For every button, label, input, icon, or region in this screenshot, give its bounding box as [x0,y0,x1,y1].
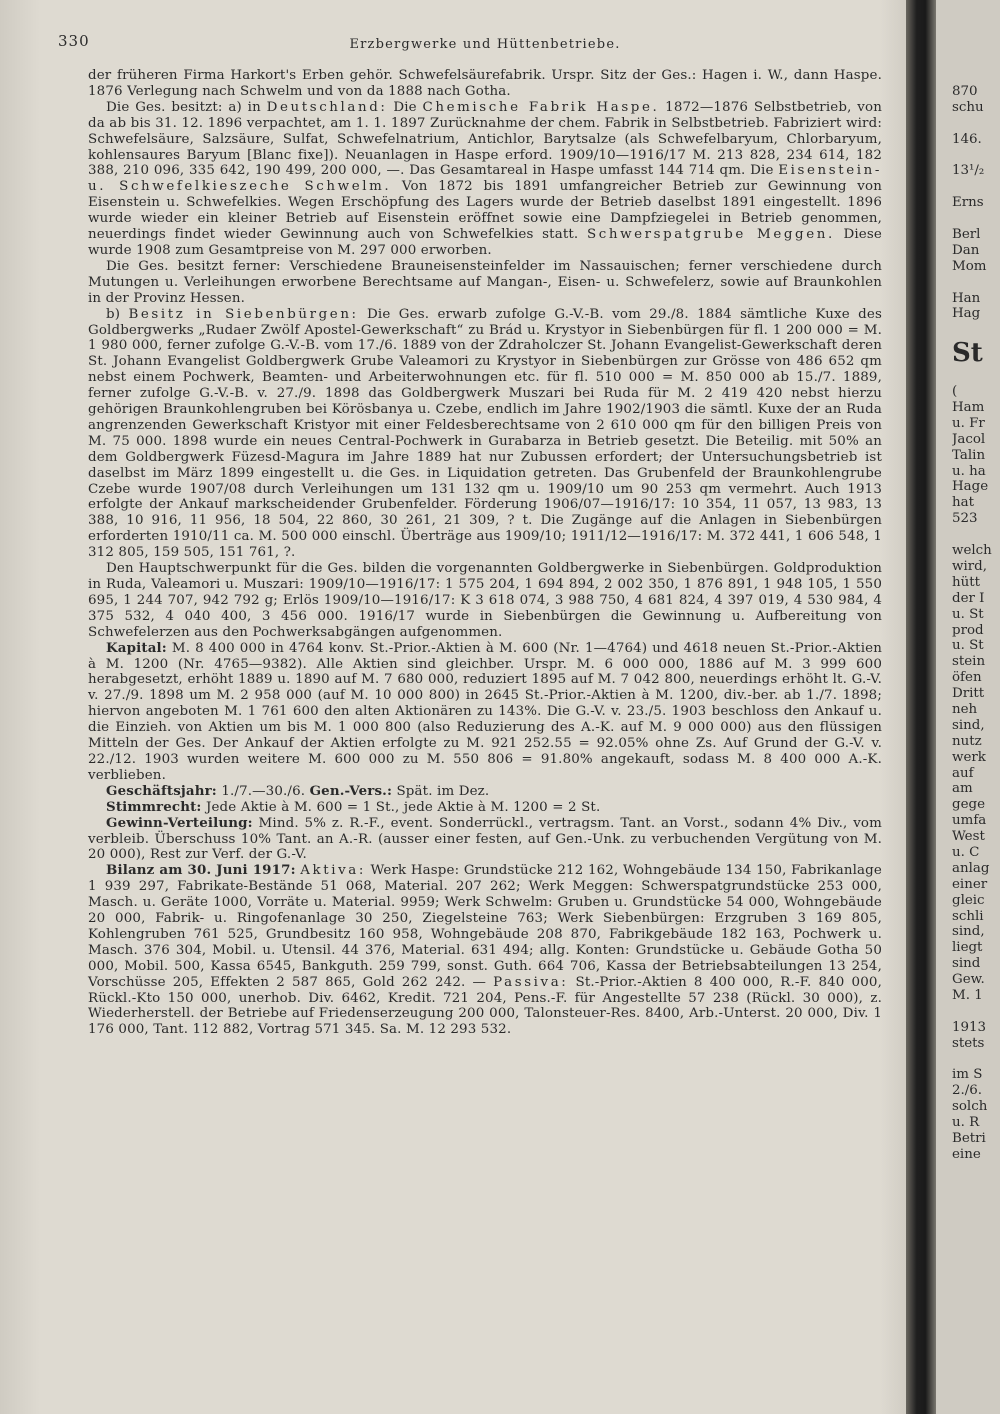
facing-page-line: Dritt [952,686,985,702]
text-segment: Werk Haspe: Grundstücke 212 162, Wohngebäude 134 150, Fabrikanlage 1 939 297, Fabrikate-Bestände 51 068, Material. 207 262; Werk Meggen: Schwerspatgrundstücke 253 000, Masch. u. Geräte 1000, Vorräte u. Material. 9959; Werk Schwelm: Gruben u. Grundstücke 54 000, Wohngebäude 20 000, Fabrik- u. Ringofenanlage 30 250, Ziegelsteine 763; Werk Siebenbürgen: Erzgruben 3 169 805, Kohlengruben 761 525, Grundbesitz 160 958, Wohngebäude 208 870, Fabrikgebäude 182 163, Pochwerk u. Masch. 376 304, Mobil. u. Utensil. 44 376, Material. 631 494; allg. Konten: Grundstücke u. Gebäude Gotha 50 000, Mobil. 500, Kassa 6545, Bankguth. 259 799, sonst. Guth. 664 706, Kassa der Betriebsabteilungen 13 254, Vorschüsse 205, Effekten 2 587 865, Gold 262 242. — [88,863,882,990]
text-segment: Die Ges. erwarb zufolge G.-V.-B. vom 29./8. 1884 sämtliche Kuxe des Goldbergwerks „Rudaer Zwölf Apostel-Gewerkschaft“ zu Brád u. Krystyor in Siebenbürgen für fl. 1 200 000 = M. 1 980 000, ferner zufolge G.-V.-B. vom 17./6. 1889 von der Zdraholczer St. Johann Evangelist-Gewerkschaft deren St. Johann Evangelist Goldbergwerk Grube Valeamori zu Krystyor in Siebenbürgen zur Grösse von 486 652 qm nebst einem Pochwerk, Beamten- und Arbeiterwohnungen etc. für fl. 510 000 = M. 850 000 ab 15./7. 1889, ferner zufolge G.-V.-B. v. 27./9. 1898 das Goldbergwerk Muszari bei Ruda für M. 2 419 420 nebst hierzu gehörigen Braunkohlengruben bei Körösbanya u. Czebe, endlich im Jahre 1902/1903 die sämtl. Kuxe der an Ruda angrenzenden Gewerkschaft Kristyor mit einer Feldesberechtsame von 2 610 000 qm für den billigen Preis von M. 75 000. 1898 wurde ein neues Central-Pochwerk in Gurabarza in Betrieb gesetzt. Die Beteilig. mit 50% an dem Goldbergwerk Füzesd-Magura im Jahre 1889 hat nur Zubussen erfordert; der Untersuchungsbetrieb ist daselbst im März 1899 eingestellt u. die Ges. in Liquidation getreten. Das Grubenfeld der Braunkohlengrube Czebe wurde 1907/08 durch Verleihungen um 131 132 qm u. 1909/10 um 90 253 qm vermehrt. Auch 1913 erfolgte der Ankauf markscheidender Grubenfelder. Förderung 1906/07—1916/17: 10 354, 11 057, 13 983, 13 388, 10 916, 11 956, 18 504, 22 860, 30 261, 21 309, ? t. Die Zugänge auf die Anlagen in Siebenbürgen erforderten 1910/11 ca. M. 500 000 einschl. Überträge aus 1909/10; 1911/12—1916/17: M. 372 441, 1 606 548, 1 312 805, 159 505, 151 761, ?. [88,306,882,561]
facing-page-line: M. 1 [952,987,983,1003]
page-header [58,32,882,58]
facing-page-line: prod [952,622,984,638]
text-segment: Diese wurde 1908 zum Gesamtpreise von M. 297 000 erworben. [88,227,882,258]
text-segment: M. 8 400 000 in 4764 konv. St.-Prior.-Aktien à M. 600 (Nr. 1—4764) und 4618 neuen St.-Prior.-Aktien à M. 1200 (Nr. 4765—9382). Alle Aktien sind gleichber. Urspr. M. 6 000 000, 1886 auf M. 3 999 600 herabgesetzt, erhöht 1889 u. 1890 auf M. 7 680 000, reduziert 1895 auf M. 7 042 800, neuerdings erhöht lt. G.-V. v. 27./9. 1898 um M. 2 958 000 (auf M. 10 000 800) in 2645 St.-Prior.-Aktien à M. 1200, div.-ber. ab 1./7. 1898; hiervon angeboten M. 1 761 600 den alten Aktionären zu 143%. Die G.-V. v. 23./5. 1903 beschloss den Ankauf u. die Einzieh. von Aktien um bis M. 1 000 800 (also Reduzierung des A.-K. auf M. 9 000 000) aus den flüssigen Mitteln der Ges. Der Ankauf der Aktien erfolgte zu M. 921 252.55 = 92.05% ohne Zs. Auf Grund der G.-V. v. 22./12. 1903 wurden weitere M. 600 000 zu M. 550 806 = 91.80% angekauft, sodass M. 8 400 000 A.-K. verblieben. [88,640,882,783]
facing-page-line: 146. [952,131,982,147]
facing-page-line: u. ha [952,463,986,479]
facing-page-line: 13¹/₂ [952,163,985,179]
facing-page-line: sind, [952,924,985,940]
facing-page-line: neh [952,701,978,717]
facing-page-line: anlag [952,860,990,876]
facing-page-line: St [952,338,983,369]
facing-page-line [952,1052,1000,1068]
label-profit-distribution: Gewinn-Verteilung: [106,814,253,831]
facing-page-line: Erns [952,195,984,211]
facing-page-line [952,211,1000,227]
facing-page-line: 870 [952,84,978,99]
facing-page-line: schli [952,908,984,924]
paragraph-fiscal-year [88,784,882,800]
plant-name-meggen: Schwerspatgrube Meggen. [586,227,835,243]
text-segment: Von 1872 bis 1891 umfangreicher Betrieb zur Gewinnung von Eisenstein u. Schwefelkies. Wegen Erschöpfung des Lagers wurde der Betrieb daselbst 1891 eingestellt. 1896 wurde wieder ein kleiner Betrieb auf Eisenstein eröffnet sowie eine Dampfziegelei in Betrieb genommen, neuerdings findet wieder Gewinnung auch von Schwefelkies statt. [88,179,882,243]
facing-page-line: u. Fr [952,415,985,431]
paragraph-gold-production: Den Hauptschwerpunkt für die Ges. bilden die vorgenannten Goldbergwerke in Siebenbürgen. Goldproduktion in Ruda, Valeamori u. Muszari: 1909/10—1916/17: 1 575 204, 1 694 894, 2 002 350, 1 876 891, 1 948 105, 1 550 695, 1 244 707, 942 792 g; Erlös 1909/10—1916/17: K 3 618 074, 3 988 750, 4 681 824, 4 397 019, 4 530 984, 4 375 532, 4 040 400, 3 456 000. 1916/17 wurde in Siebenbürgen die Gewinnung u. Aufbereitung von Schwefelerzen aus den Pochwerksabgängen aufgenommen. [88,561,882,640]
facing-page-line: solch [952,1099,988,1115]
facing-page-line: einer [952,876,988,892]
facing-page-line: West [952,829,985,845]
label-balance-sheet: Bilanz am 30. Juni 1917: [106,862,296,879]
paragraph-further-holdings: Die Ges. besitzt ferner: Verschiedene Brauneisensteinfelder im Nassauischen; ferner verschiedene durch Mutungen u. Verleihungen erworbene Berechtsame auf Mangan-, Eisen- u. Schwefelerz, sowie auf Braunkohlen in der Provinz Hessen. [88,258,882,306]
facing-page-line: Talin [952,447,986,463]
facing-page-line: hütt [952,574,981,590]
facing-page-line: Dan [952,242,980,258]
facing-page-line: Berl [952,227,981,243]
facing-page-line [952,1004,1000,1020]
paragraph-balance-sheet [88,863,882,1038]
paragraph-history: der früheren Firma Harkort's Erben gehör. Schwefelsäurefabrik. Urspr. Sitz der Ges.: Hagen i. W., dann Haspe. 1876 Verlegung nach Schwelm und von da 1888 nach Gotha. [88,68,882,99]
facing-page-line: Hage [952,479,989,495]
label-liabilities: Passiva: [493,974,569,990]
facing-page-line: stets [952,1035,985,1051]
facing-page-line: werk [952,749,986,765]
paragraph-voting-rights [88,800,882,816]
text-segment: St.-Prior.-Aktien 8 400 000, R.-F. 840 000, Rückl.-Kto 150 000, unerhob. Div. 6462, Kredit. 721 204, Pens.-F. für Angestellte 57 238 (Rückl. 30 000), z. Wiederherstell. der Betriebe auf Friedenserzeugung 200 000, Talonsteuer-Res. 8400, Arb.-Unterst. 20 000, Div. 1 176 000, Tant. 112 882, Vortrag 571 345. Sa. M. 12 293 532. [88,974,882,1038]
location-heading-germany: Deutschland: [266,99,388,115]
text-segment: Die Ges. besitzt: a) in [106,99,261,115]
plant-name-haspe: Chemische Fabrik Haspe. [422,99,660,115]
label-capital: Kapital: [106,639,167,656]
facing-page-line [952,148,1000,164]
location-heading-transylvania: Besitz in Siebenbürgen: [128,306,359,322]
facing-page-line: umfa [952,813,987,829]
facing-page-line: Betri [952,1131,986,1146]
text-segment: Jede Aktie à M. 600 = 1 St., jede Aktie à M. 1200 = 2 St. [205,799,601,815]
facing-page-line: am [952,781,973,797]
text-segment: Spät. im Dez. [396,783,490,799]
facing-page-line: Han [952,290,981,306]
facing-page-line [952,116,1000,132]
label-voting-rights: Stimmrecht: [106,798,202,815]
facing-page-line: gleic [952,892,985,908]
plant-name-schwelm: Eisenstein- u. Schwefelkieszeche Schwelm. [88,163,882,195]
facing-page-line: öfen [952,670,982,686]
facing-page-line [952,368,1000,384]
facing-page-line: im S [952,1067,983,1083]
facing-page-line: nutz [952,733,982,749]
facing-page-line: Hag [952,306,981,322]
facing-page-line: ( [952,384,958,400]
text-segment: 1./7.—30./6. [221,783,306,799]
facing-page-fragment [952,84,1000,1163]
label-assets: Aktiva: [300,863,366,879]
book-gutter [906,0,936,1414]
facing-page-line: wird, [952,558,987,574]
facing-page-line [952,179,1000,195]
facing-page-line: u. St [952,606,984,622]
facing-page-line [952,527,1000,543]
facing-page-line: u. R [952,1115,980,1131]
running-title: Erzbergwerke und Hüttenbetriebe. [349,37,621,52]
text-segment: b) [106,306,121,322]
facing-page-line: 523 [952,511,978,527]
paragraph-transylvania [88,307,882,562]
paragraph-profit-distribution [88,816,882,864]
facing-page-line [952,322,1000,338]
facing-page-line: Ham [952,400,985,416]
label-fiscal-year: Geschäftsjahr: [106,782,217,799]
paragraph-capital [88,641,882,784]
facing-page-line: eine [952,1146,981,1162]
facing-page-line: hat [952,495,974,511]
facing-page-line: u. St [952,638,984,654]
text-segment: 1872—1876 Selbstbetrieb, von da ab bis 31. 12. 1896 verpachtet, am 1. 1. 1897 Zurücknahme der chem. Fabrik in Selbstbetrieb. Fabriziert wird: Schwefelsäure, Salzsäure, Sulfat, Schwefelnatrium, Antichlor, Barytsalze (als Schwefelbaryum, Chlorbaryum, kohlensaures Baryum [Blanc fixe]). Neuanlagen in Haspe erford. 1909/10—1916/17 M. 213 828, 234 614, 182 388, 210 096, 335 642, 190 499, 200 000, —. Das Gesamtareal in Haspe umfasst 144 714 qm. Die [88,99,882,179]
main-column [58,32,882,1038]
facing-page-line: liegt [952,940,983,956]
facing-page-line: 1913 [952,1019,987,1035]
facing-page-line: Jacol [952,431,986,447]
facing-page-line: u. C [952,844,980,860]
facing-page-line: welch [952,543,992,559]
paragraph-germany-holdings [88,100,882,259]
facing-page-line: Gew. [952,972,985,988]
label-general-meeting: Gen.-Vers.: [309,782,393,799]
text-segment: Die [393,99,417,115]
facing-page-line: schu [952,99,984,115]
facing-page-line: stein [952,654,986,670]
facing-page-line: gege [952,797,985,813]
facing-page-line: sind, [952,717,985,733]
facing-page-line: Mom [952,258,987,274]
facing-page-line: 2./6. [952,1083,983,1099]
facing-page-line: sind [952,956,981,972]
page-number: 330 [58,32,90,50]
text-segment: Mind. 5% z. R.-F., event. Sonderrückl., vertragsm. Tant. an Vorst., sodann 4% Div., vom verbleib. Überschuss 10% Tant. an A.-R. (ausser einer festen, auf Gen.-Unk. zu verbuchenden Vergütung von M. 20 000), Rest zur Verf. der G.-V. [88,815,882,863]
facing-page-line [952,275,1000,291]
facing-page-line: der I [952,590,985,606]
facing-page-line: auf [952,765,974,781]
